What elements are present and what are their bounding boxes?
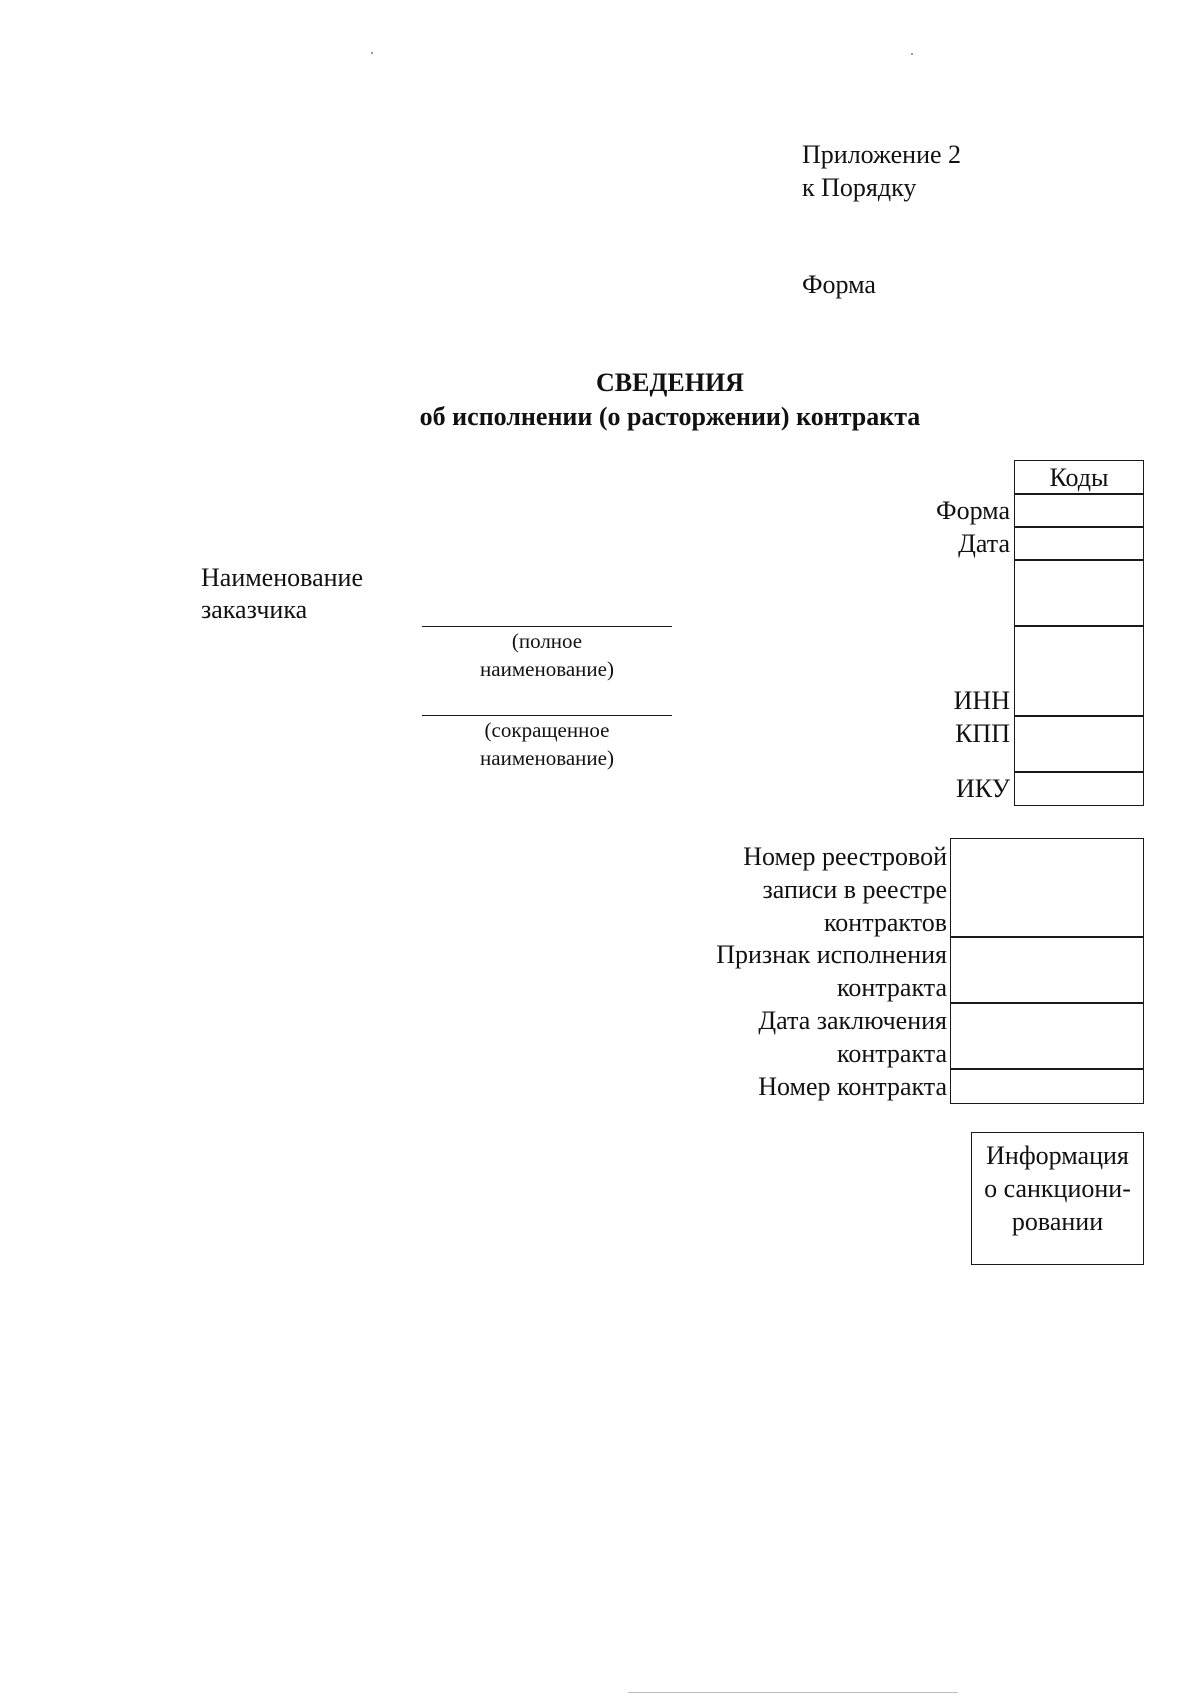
sanction-info-line2: о санкциони- bbox=[984, 1174, 1131, 1203]
registry-number-label-line1: Номер реестровой bbox=[743, 842, 947, 871]
document-subtitle: об исполнении (о расторжении) контракта bbox=[419, 402, 921, 431]
document-title: СВЕДЕНИЯ bbox=[596, 368, 744, 397]
customer-name-label-line2: заказчика bbox=[201, 595, 308, 624]
appendix-number: Приложение 2 bbox=[802, 140, 962, 169]
scan-speck bbox=[911, 53, 913, 55]
sanction-info-box[interactable] bbox=[971, 1132, 1144, 1265]
inn-code-field[interactable] bbox=[1014, 625, 1144, 717]
codes-header: Коды bbox=[1049, 463, 1109, 492]
code-field-blank[interactable] bbox=[1014, 559, 1144, 627]
conclusion-date-label-line1: Дата заключения bbox=[758, 1006, 947, 1035]
iku-label: ИКУ bbox=[955, 774, 1010, 803]
form-code-field[interactable] bbox=[1014, 493, 1144, 528]
sanction-info-line3: ровании bbox=[1011, 1207, 1104, 1236]
contract-number-field[interactable] bbox=[950, 1068, 1144, 1104]
short-name-caption-line2: наименование) bbox=[480, 746, 614, 770]
scan-edge-line bbox=[628, 1692, 958, 1693]
registry-number-label-line2: записи в реестре bbox=[762, 875, 947, 904]
kpp-label: КПП bbox=[955, 719, 1010, 748]
conclusion-date-label-line2: контракта bbox=[837, 1039, 947, 1068]
conclusion-date-field[interactable] bbox=[950, 1002, 1144, 1070]
iku-code-field[interactable] bbox=[1014, 771, 1144, 806]
date-code-label: Дата bbox=[958, 529, 1010, 558]
registry-number-label-line3: контрактов bbox=[823, 908, 947, 937]
form-code-label: Форма bbox=[936, 496, 1010, 525]
kpp-code-field[interactable] bbox=[1014, 715, 1144, 773]
registry-number-field[interactable] bbox=[950, 838, 1144, 938]
scan-speck bbox=[371, 52, 373, 54]
form-word: Форма bbox=[802, 270, 876, 299]
sanction-info-line1: Информация bbox=[986, 1141, 1129, 1170]
inn-label: ИНН bbox=[953, 686, 1010, 715]
codes-header-cell bbox=[1014, 460, 1144, 495]
full-name-caption-line1: (полное bbox=[511, 629, 583, 653]
contract-number-label: Номер контракта bbox=[758, 1072, 947, 1101]
execution-sign-field[interactable] bbox=[950, 936, 1144, 1004]
short-name-caption-line1: (сокращенное bbox=[484, 718, 610, 742]
appendix-order: к Порядку bbox=[802, 173, 917, 202]
full-name-caption-line2: наименование) bbox=[480, 657, 614, 681]
customer-name-label-line1: Наименование bbox=[201, 563, 363, 592]
date-code-field[interactable] bbox=[1014, 526, 1144, 561]
execution-sign-label-line2: контракта bbox=[837, 973, 947, 1002]
execution-sign-label-line1: Признак исполнения bbox=[716, 940, 947, 969]
